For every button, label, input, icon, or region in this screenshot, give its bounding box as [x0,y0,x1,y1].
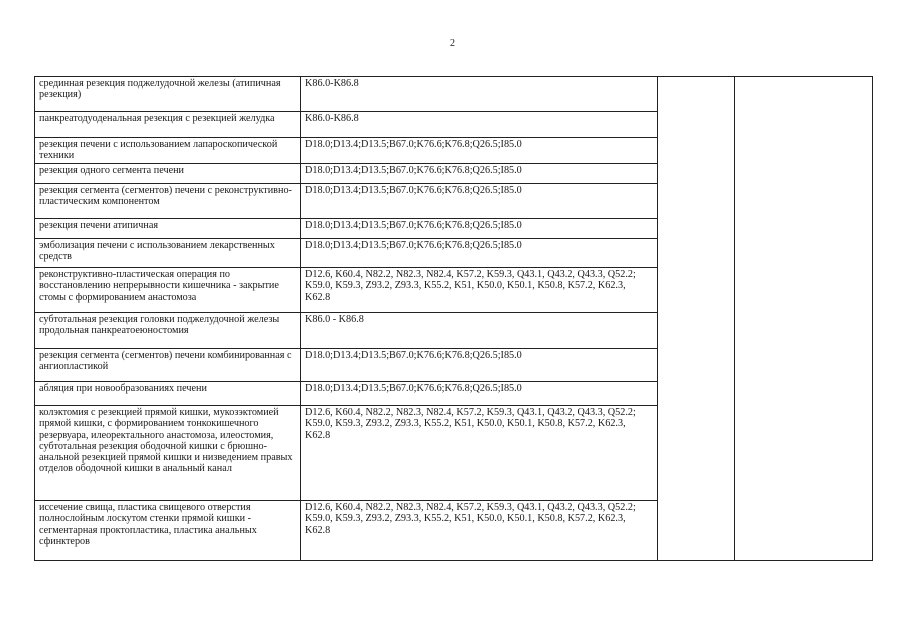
procedure-cell: абляция при новообразованиях печени [35,382,301,406]
codes-cell: D12.6, K60.4, N82.2, N82.3, N82.4, K57.2, K59.3, Q43.1, Q43.2, Q43.3, Q52.2; K59.0, K59.3, Z93.2, Z93.3, K55.2, K51, K50.0, K50.1, K50.8, K57.2, K62.3, K62.8 [301,501,658,561]
codes-cell: D18.0;D13.4;D13.5;B67.0;K76.6;K76.8;Q26.5;I85.0 [301,164,658,184]
procedure-cell: эмболизация печени с использованием лекарственных средств [35,239,301,268]
procedure-cell: резекция одного сегмента печени [35,164,301,184]
procedure-cell: иссечение свища, пластика свищевого отверстия полнослойным лоскутом стенки прямой кишки - сегментарная проктопластика, пластика анальных сфинктеров [35,501,301,561]
page-number: 2 [450,38,455,49]
empty-cell [658,77,735,561]
procedure-cell: резекция печени с использованием лапароскопической техники [35,138,301,164]
procedure-cell: колэктомия с резекцией прямой кишки, мукозэктомией прямой кишки, с формированием тонкокишечного резервуара, илеоректального анастомоза, илеостомия, субтотальная резекция ободочной кишки с брюшно-анальной резекцией прямой кишки и низведением правых отделов ободочной кишки в анальный канал [35,406,301,501]
codes-cell: K86.0 - K86.8 [301,313,658,349]
table-row [35,77,873,112]
procedure-cell: панкреатодуоденальная резекция с резекцией желудка [35,112,301,138]
codes-cell: D18.0;D13.4;D13.5;B67.0;K76.6;K76.8;Q26.5;I85.0 [301,138,658,164]
codes-cell: D12.6, K60.4, N82.2, N82.3, N82.4, K57.2, K59.3, Q43.1, Q43.2, Q43.3, Q52.2; K59.0, K59.3, Z93.2, Z93.3, K55.2, K51, K50.0, K50.1, K50.8, K57.2, K62.3, K62.8 [301,406,658,501]
procedure-cell: реконструктивно-пластическая операция по восстановлению непрерывности кишечника - закрытие стомы с формированием анастомоза [35,268,301,313]
codes-cell: D18.0;D13.4;D13.5;B67.0;K76.6;K76.8;Q26.5;I85.0 [301,349,658,382]
codes-cell: D18.0;D13.4;D13.5;B67.0;K76.6;K76.8;Q26.5;I85.0 [301,239,658,268]
procedure-cell: резекция печени атипичная [35,219,301,239]
codes-cell: D18.0;D13.4;D13.5;B67.0;K76.6;K76.8;Q26.5;I85.0 [301,184,658,219]
procedure-cell: срединная резекция поджелудочной железы (атипичная резекция) [35,77,301,112]
procedure-cell: резекция сегмента (сегментов) печени с реконструктивно-пластическим компонентом [35,184,301,219]
procedure-cell: субтотальная резекция головки поджелудочной железы продольная панкреатоеюностомия [35,313,301,349]
procedure-cell: резекция сегмента (сегментов) печени комбинированная с ангиопластикой [35,349,301,382]
codes-cell: D18.0;D13.4;D13.5;B67.0;K76.6;K76.8;Q26.5;I85.0 [301,382,658,406]
codes-cell: D12.6, K60.4, N82.2, N82.3, N82.4, K57.2, K59.3, Q43.1, Q43.2, Q43.3, Q52.2; K59.0, K59.3, Z93.2, Z93.3, K55.2, K51, K50.0, K50.1, K50.8, K57.2, K62.3, K62.8 [301,268,658,313]
codes-cell: D18.0;D13.4;D13.5;B67.0;K76.6;K76.8;Q26.5;I85.0 [301,219,658,239]
empty-cell [735,77,873,561]
codes-cell: K86.0-K86.8 [301,77,658,112]
procedures-table [34,76,873,561]
codes-cell: K86.0-K86.8 [301,112,658,138]
